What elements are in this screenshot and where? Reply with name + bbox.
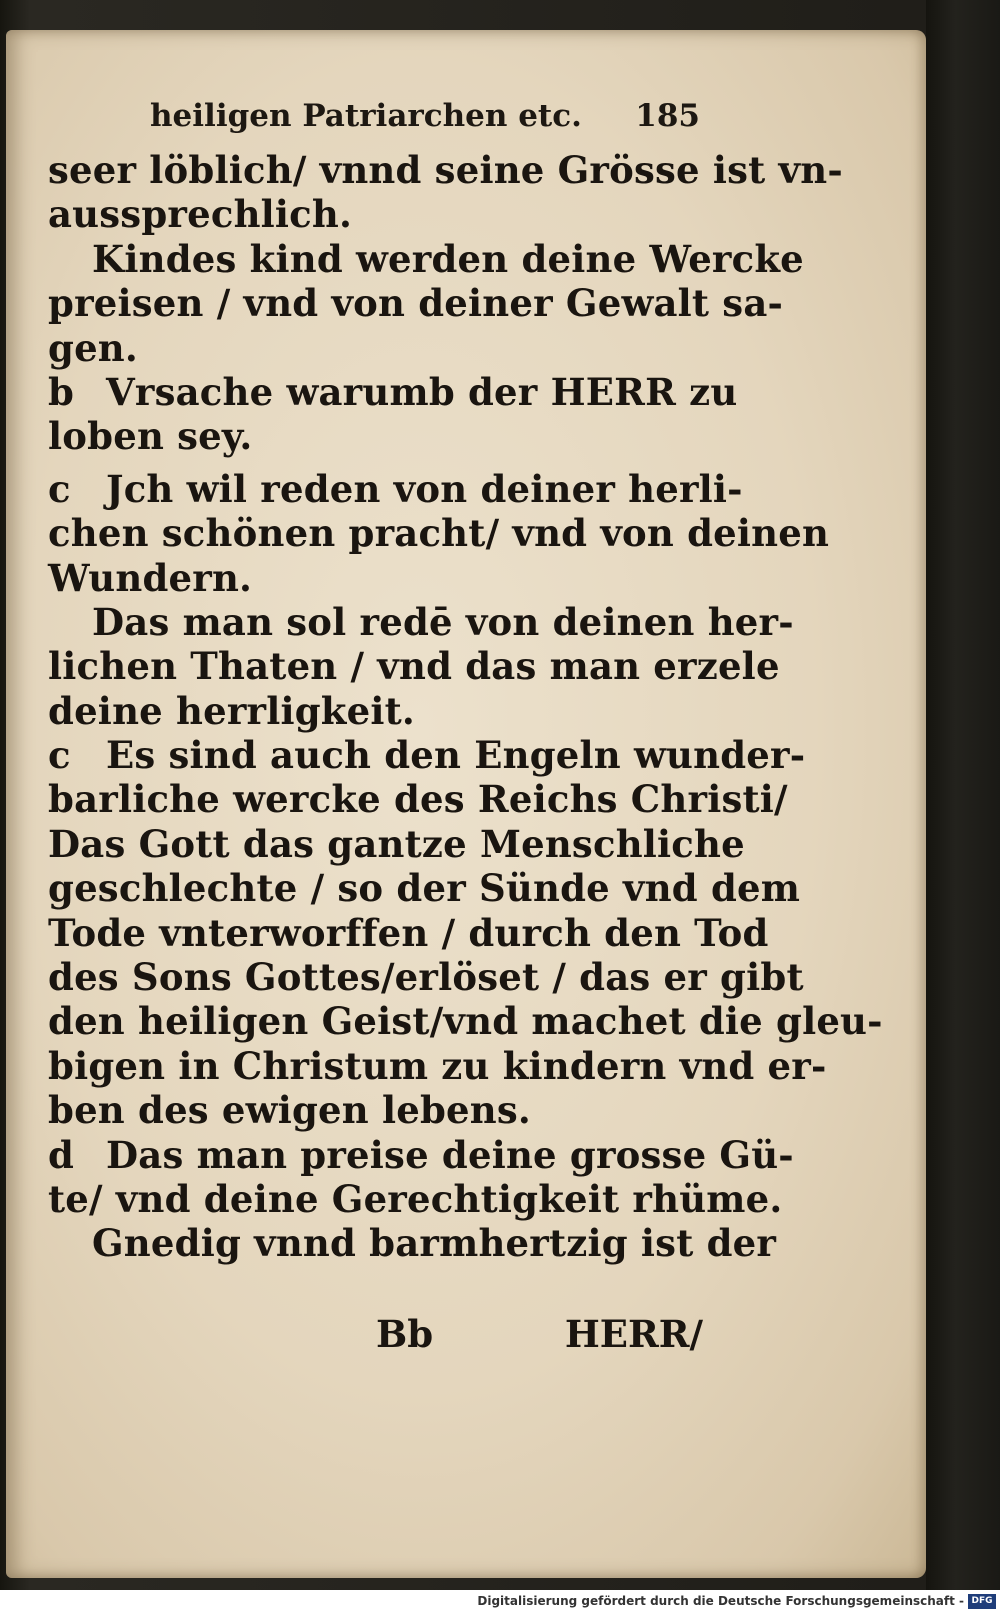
text-line: Das Gott das gantze Menschliche bbox=[48, 821, 745, 866]
text-line: Tode vnterworffen / durch den Tod bbox=[48, 910, 769, 955]
paragraph-gap bbox=[48, 459, 703, 467]
page-body bbox=[48, 148, 883, 1266]
text-line: des Sons Gottes/erlöset / das er gibt bbox=[48, 955, 804, 1000]
text-line: deine herrligkeit. bbox=[48, 688, 416, 733]
marginal-marker-b: b bbox=[48, 369, 75, 414]
text-line: aussprechlich. bbox=[48, 192, 353, 237]
text-line: lichen Thaten / vnd das man erzele bbox=[48, 644, 780, 689]
text-line: preisen / vnd von deiner Gewalt sa- bbox=[48, 281, 784, 326]
text-line bbox=[48, 369, 738, 414]
text-line: loben sey. bbox=[48, 414, 253, 459]
marginal-marker-c: c bbox=[48, 466, 71, 511]
text-line-content: Jch wil reden von deiner herli- bbox=[106, 466, 743, 511]
page-header bbox=[150, 98, 710, 138]
catchword: HERR/ bbox=[564, 1312, 703, 1356]
text-line-content: Vrsache warumb der HERR zu bbox=[106, 369, 738, 414]
text-line: den heiligen Geist/vnd machet die gleu- bbox=[48, 999, 883, 1044]
text-line: bigen in Christum zu kindern vnd er- bbox=[48, 1043, 827, 1088]
text-line bbox=[48, 466, 743, 511]
text-line: Wundern. bbox=[48, 555, 253, 600]
text-line: Gnedig vnnd barmhertzig ist der bbox=[92, 1221, 777, 1266]
dfg-logo: DFG bbox=[968, 1594, 996, 1609]
credit-text: Digitalisierung gefördert durch die Deutsche Forschungsgemeinschaft - bbox=[477, 1594, 964, 1608]
book-edge bbox=[926, 0, 1000, 1614]
text-line: Das man sol redē von deinen her- bbox=[92, 599, 794, 644]
text-line: seer löblich/ vnnd seine Grösse ist vn- bbox=[48, 148, 843, 192]
page-footer bbox=[48, 1312, 703, 1356]
text-line: te/ vnd deine Gerechtigkeit rhüme. bbox=[48, 1176, 783, 1221]
running-title: heiligen Patriarchen etc. bbox=[150, 98, 582, 134]
text-line bbox=[48, 1132, 794, 1177]
text-line: Kindes kind werden deine Wercke bbox=[92, 236, 804, 281]
text-line: geschlechte / so der Sünde vnd dem bbox=[48, 866, 801, 911]
credit-bar bbox=[0, 1590, 1000, 1614]
text-line-content: Es sind auch den Engeln wunder- bbox=[106, 733, 806, 778]
text-line: ben des ewigen lebens. bbox=[48, 1088, 531, 1133]
signature-mark: Bb bbox=[376, 1312, 434, 1356]
text-line bbox=[48, 733, 806, 778]
text-line: gen. bbox=[48, 325, 138, 370]
text-line: barliche wercke des Reichs Christi/ bbox=[48, 777, 788, 822]
marginal-marker-c: c bbox=[48, 733, 71, 778]
text-line: chen schönen pracht/ vnd von deinen bbox=[48, 511, 830, 556]
page-number: 185 bbox=[635, 98, 700, 134]
marginal-marker-d: d bbox=[48, 1132, 75, 1177]
text-line-content: Das man preise deine grosse Gü- bbox=[106, 1132, 794, 1177]
